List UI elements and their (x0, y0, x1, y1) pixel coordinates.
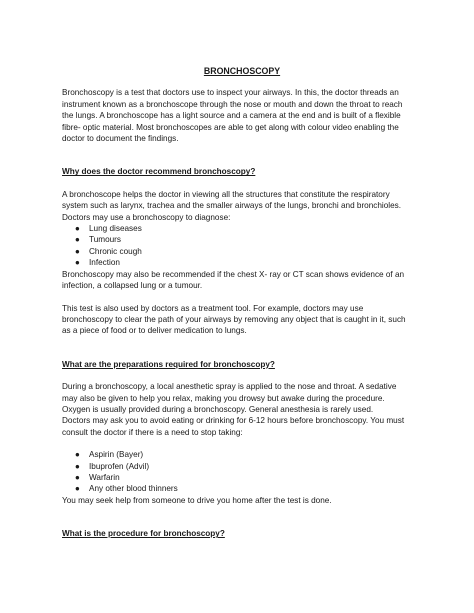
list-item (75, 257, 422, 268)
paragraph-line: Bronchoscopy may also be recommended if the chest X- ray or CT scan shows evidence of an (62, 269, 405, 279)
list-item (75, 472, 422, 483)
list-item-text: Warfarin (89, 472, 120, 482)
section-heading-why: Why does the doctor recommend bronchoscopy? (62, 167, 256, 177)
paragraph-line: system such as larynx, trachea and the smaller airways of the lungs, bronchi and bronchioles. (62, 201, 402, 211)
list-item (75, 246, 422, 257)
list-item (75, 234, 422, 245)
document-page (62, 66, 422, 540)
paragraph-line: This test is also used by doctors as a treatment tool. For example, doctors may use (62, 303, 364, 313)
intro-line: doctor to document the findings. (62, 134, 179, 144)
paragraph-line: infection, a collapsed lung or a tumour. (62, 281, 203, 291)
diagnose-list (62, 223, 422, 269)
intro-paragraph (62, 87, 422, 144)
document-title: BRONCHOSCOPY (203, 66, 281, 76)
treatment-paragraph (62, 303, 422, 337)
intro-line: fibre- optic material. Most bronchoscopes are able to get along with colour video enabling the (62, 122, 399, 132)
bullet-icon: ● (75, 450, 80, 460)
intro-line: the lungs. A bronchoscope has a light source and a camera at the end and is built of a flexible (62, 111, 401, 121)
section-heading-procedure: What is the procedure for bronchoscopy? (62, 529, 225, 539)
list-item (75, 223, 422, 234)
paragraph-line: Oxygen is usually provided during a bronchoscopy. General anesthesia is rarely used. (62, 404, 374, 414)
paragraph-line: bronchoscopy to clear the path of your airways by removing any object that is caught in it, such (62, 314, 406, 324)
xray-paragraph (62, 269, 422, 292)
bullet-icon: ● (75, 246, 80, 256)
list-item-text: Chronic cough (89, 246, 142, 256)
paragraph-line: consult the doctor if there is a need to stop taking: (62, 427, 243, 437)
intro-line: Bronchoscopy is a test that doctors use to inspect your airways. In this, the doctor threads an (62, 88, 399, 98)
list-item-text: Lung diseases (89, 224, 142, 234)
list-item (75, 461, 422, 472)
drive-home-paragraph (62, 495, 422, 506)
paragraph-line: as a piece of food or to deliver medication to lungs. (62, 326, 247, 336)
list-item-text: Ibuprofen (Advil) (89, 461, 150, 471)
list-item-text: Aspirin (Bayer) (89, 450, 144, 460)
bullet-icon: ● (75, 258, 80, 268)
list-item (75, 483, 422, 494)
why-paragraph (62, 189, 422, 223)
paragraph-line: A bronchoscope helps the doctor in viewing all the structures that constitute the respiratory (62, 189, 390, 199)
bullet-icon: ● (75, 472, 80, 482)
medication-list (62, 449, 422, 495)
list-item-text: Tumours (89, 235, 121, 245)
paragraph-line: may also be given to help you relax, making you drowsy but awake during the procedure. (62, 393, 385, 403)
intro-line: instrument known as a bronchoscope through the nose or mouth and down the throat to reach (62, 99, 403, 109)
preparations-paragraph (62, 381, 422, 438)
paragraph-line: Doctors may ask you to avoid eating or drinking for 6-12 hours before bronchoscopy. You must (62, 416, 405, 426)
paragraph-line: Doctors may use a bronchoscopy to diagnose: (62, 212, 231, 222)
list-item (75, 449, 422, 460)
list-item-text: Infection (89, 258, 120, 268)
bullet-icon: ● (75, 461, 80, 471)
bullet-icon: ● (75, 224, 80, 234)
bullet-icon: ● (75, 235, 80, 245)
paragraph-line: You may seek help from someone to drive you home after the test is done. (62, 495, 332, 505)
list-item-text: Any other blood thinners (89, 484, 178, 494)
bullet-icon: ● (75, 484, 80, 494)
paragraph-line: During a bronchoscopy, a local anesthetic spray is applied to the nose and throat. A sedative (62, 382, 397, 392)
section-heading-preparations: What are the preparations required for bronchoscopy? (62, 359, 275, 369)
